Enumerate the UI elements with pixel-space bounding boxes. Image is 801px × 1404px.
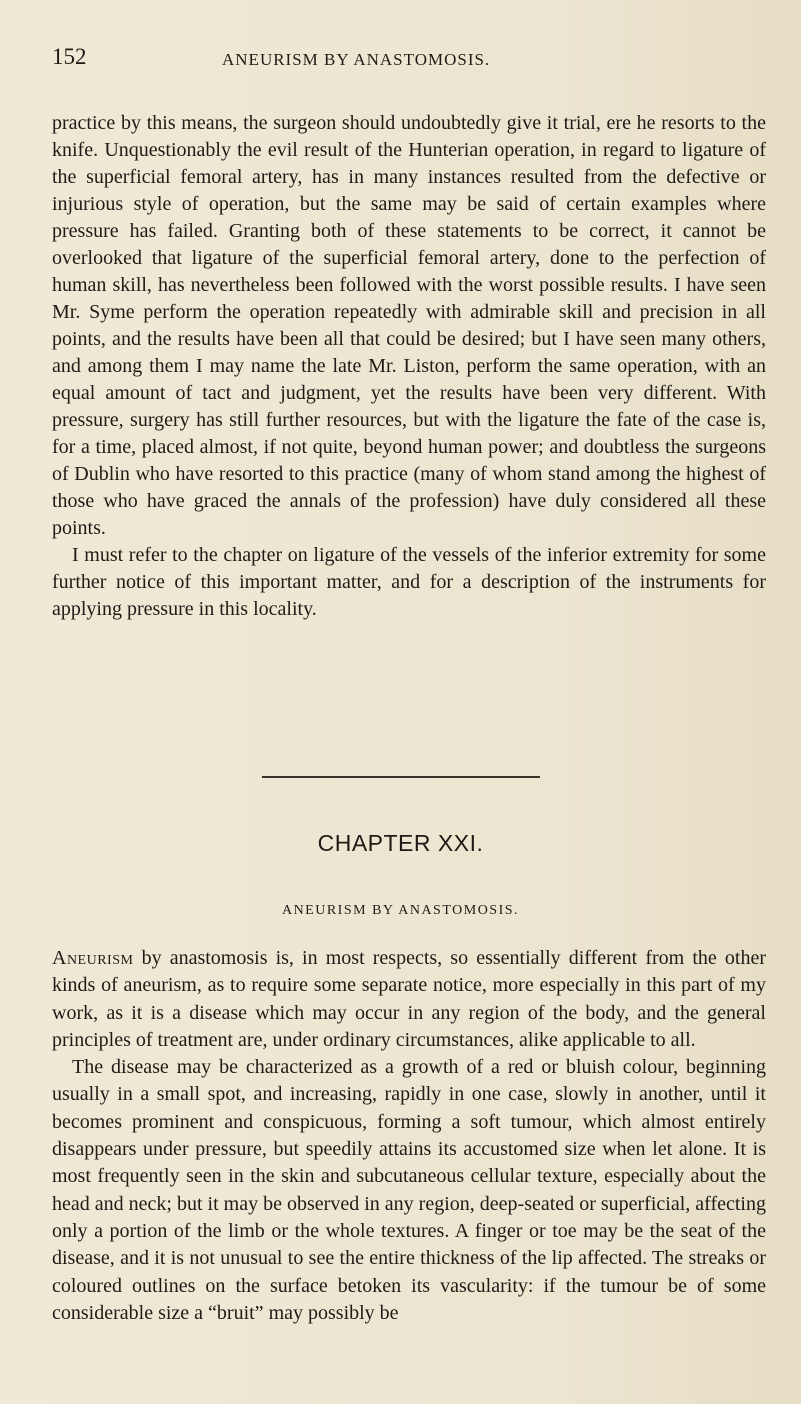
continued-text	[52, 110, 766, 623]
chapter-subtitle: ANEURISM BY ANASTOMOSIS.	[281, 903, 520, 918]
paragraph-text: by anastomosis is, in most respects, so essentially different from the other kinds of aneurism, as to require some separate notice, more especially in this part of my work, as it is a disease which may occur in any region of the body, and the general principles of treatment are, under ordinary circumstances, alike applicable to all.	[52, 947, 766, 1051]
running-title: ANEURISM BY ANASTOMOSIS.	[222, 50, 491, 69]
running-head	[0, 44, 801, 78]
section-divider	[262, 776, 540, 778]
chapter-title: CHAPTER XXI.	[317, 830, 484, 856]
paragraph: I must refer to the chapter on ligature of the vessels of the inferior extremity for some further notice of this important matter, and for a description of the instruments for applying pressure in this locality.	[52, 544, 766, 620]
chapter-text	[52, 945, 766, 1327]
paragraph: practice by this means, the surgeon should undoubtedly give it trial, ere he resorts to the knife. Unquestionably the evil result of the Hunterian operation, in regard to ligature of the superficial femoral artery, has in many instances resulted from the defective or injurious style of operation, but the same may be said of certain examples where pressure has failed. Granting both of these statements to be correct, it cannot be overlooked that ligature of the superficial femoral artery, done to the perfection of human skill, has nevertheless been followed with the worst possible results. I have seen Mr. Syme perform the operation repeatedly with admirable skill and precision in all points, and the results have been all that could be desired; but I have seen many others, and among them I may name the late Mr. Liston, perform the same operation, with an equal amount of tact and judgment, yet the results have been very different. With pressure, surgery has still further resources, but with the ligature the fate of the case is, for a time, placed almost, if not quite, beyond human power; and doubtless the surgeons of Dublin who have resorted to this practice (many of whom stand among the highest of those who have graced the annals of the profession) have duly considered all these points.	[52, 112, 766, 539]
page-number: 152	[52, 44, 87, 69]
lead-word: Aneurism	[52, 947, 134, 969]
paragraph	[52, 945, 766, 1054]
paragraph: The disease may be characterized as a growth of a red or bluish colour, beginning usually in a small spot, and increasing, rapidly in one case, slowly in another, until it becomes prominent and conspicuous, forming a soft tumour, which almost entirely disappears under pressure, but speedily attains its accustomed size when let alone. It is most frequently seen in the skin and subcutaneous cellular texture, especially about the head and neck; but it may be observed in any region, deep-seated or superficial, affecting only a portion of the limb or the whole textures. A finger or toe may be the seat of the disease, and it is not unusual to see the entire thickness of the lip affected. The streaks or coloured outlines on the surface betoken its vascularity: if the tumour be of some considerable size a “bruit” may possibly be	[52, 1056, 766, 1324]
